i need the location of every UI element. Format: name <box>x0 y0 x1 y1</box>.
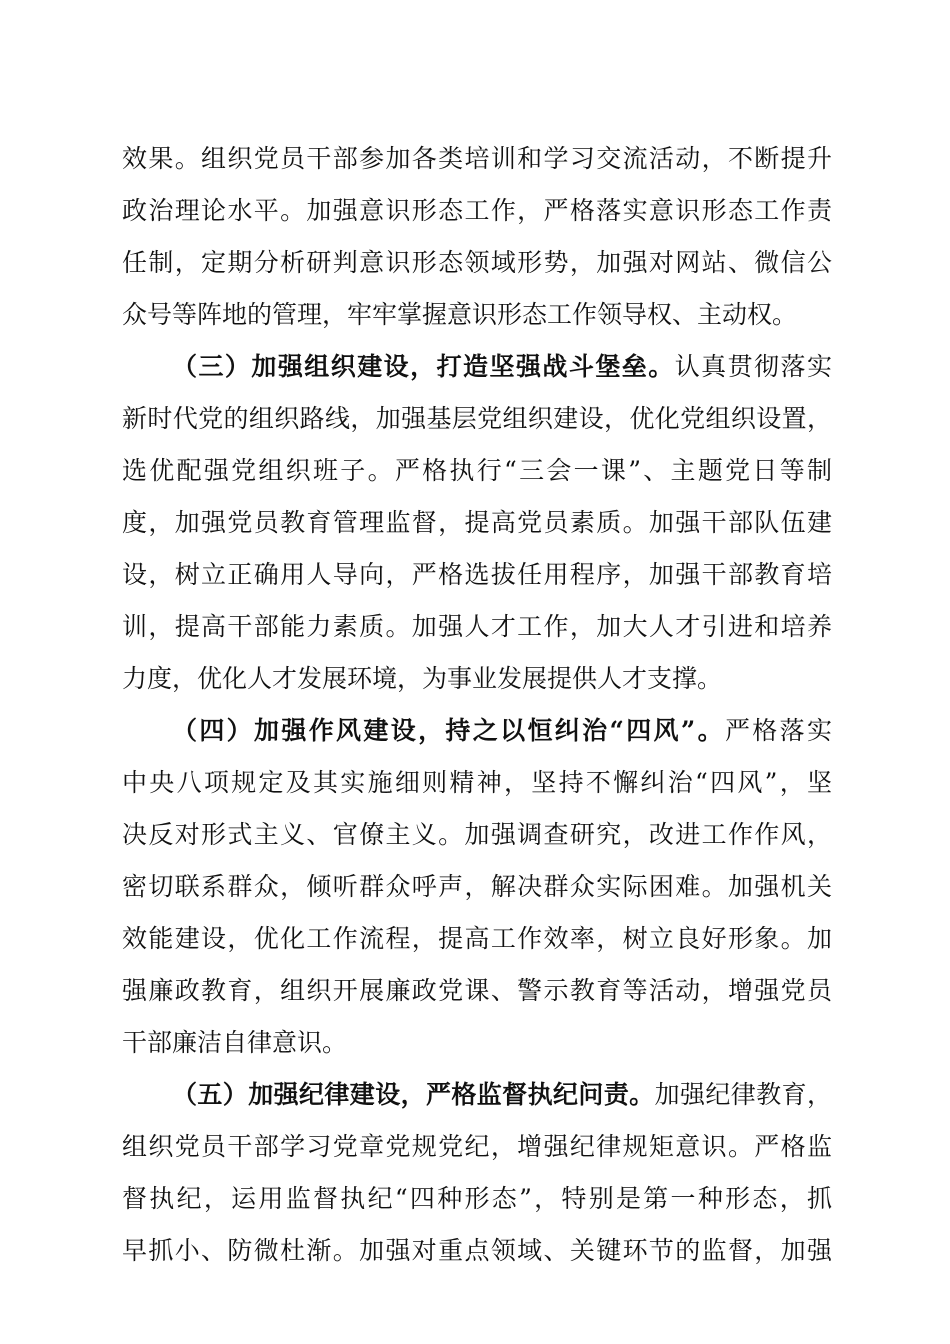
paragraph-line: 中央八项规定及其实施细则精神，坚持不懈纠治“四风”，坚 <box>122 768 832 797</box>
section-text: 认真贯彻落实 <box>674 352 832 381</box>
paragraph-line: 早抓小、防微杜渐。加强对重点领域、关键环节的监督，加强 <box>122 1236 832 1265</box>
paragraph-line: 新时代党的组织路线，加强基层党组织建设，优化党组织设置， <box>122 404 832 433</box>
paragraph-line: 督执纪，运用监督执纪“四种形态”，特别是第一种形态，抓 <box>122 1184 832 1213</box>
section-heading: （四）加强作风建设，持之以恒纠治“四风”。 <box>172 716 725 745</box>
paragraph-line: 训，提高干部能力素质。加强人才工作，加大人才引进和培养 <box>122 612 832 641</box>
section-heading: （三）加强组织建设，打造坚强战斗堡垒。 <box>172 352 675 381</box>
paragraph-line: 强廉政教育，组织开展廉政党课、警示教育等活动，增强党员 <box>122 976 832 1005</box>
section-first-line <box>172 1078 832 1112</box>
paragraph-line: 设，树立正确用人导向，严格选拔任用程序，加强干部教育培 <box>122 560 832 589</box>
paragraph-line: 选优配强党组织班子。严格执行“三会一课”、主题党日等制 <box>122 456 832 485</box>
section-text: 严格落实 <box>724 716 832 745</box>
paragraph-line: 干部廉洁自律意识。 <box>122 1028 348 1057</box>
paragraph-line: 政治理论水平。加强意识形态工作，严格落实意识形态工作责 <box>122 196 832 225</box>
section-heading: （五）加强纪律建设，严格监督执纪问责。 <box>172 1080 655 1109</box>
paragraph-line: 众号等阵地的管理，牢牢掌握意识形态工作领导权、主动权。 <box>122 300 798 329</box>
paragraph-line: 度，加强党员教育管理监督，提高党员素质。加强干部队伍建 <box>122 508 832 537</box>
paragraph-line: 任制，定期分析研判意识形态领域形势，加强对网站、微信公 <box>122 248 832 277</box>
section-text: 加强纪律教育， <box>654 1080 832 1109</box>
paragraph-line: 决反对形式主义、官僚主义。加强调查研究，改进工作作风， <box>122 820 832 849</box>
paragraph-line: 密切联系群众，倾听群众呼声，解决群众实际困难。加强机关 <box>122 872 832 901</box>
section-first-line <box>172 714 832 748</box>
paragraph-line: 效能建设，优化工作流程，提高工作效率，树立良好形象。加 <box>122 924 832 953</box>
paragraph-line: 组织党员干部学习党章党规党纪，增强纪律规矩意识。严格监 <box>122 1132 832 1161</box>
paragraph-line: 效果。组织党员干部参加各类培训和学习交流活动，不断提升 <box>122 144 832 173</box>
paragraph-line: 力度，优化人才发展环境，为事业发展提供人才支撑。 <box>122 664 723 693</box>
section-first-line <box>172 350 832 384</box>
